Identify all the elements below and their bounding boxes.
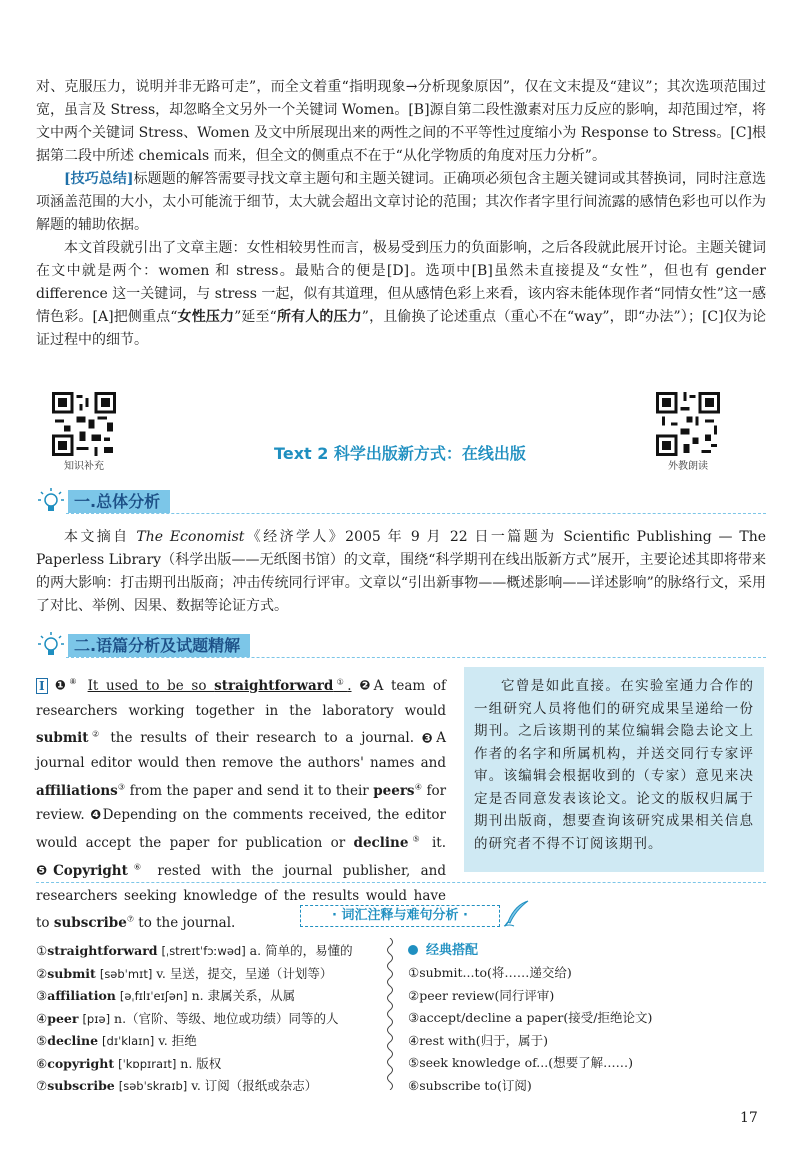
vocab-section-title: · 词汇注释与难句分析 · xyxy=(300,905,500,927)
collocation-item: ①submit...to(将……递交给) xyxy=(408,965,572,980)
vocab-item: ②submit [səbˈmɪt] v. 呈送，提交，呈递（计划等） xyxy=(36,965,333,981)
page-number: 17 xyxy=(740,1110,758,1126)
collocation-item: ⑤seek knowledge of...(想要了解……) xyxy=(408,1055,633,1070)
sentence-5: Copyright⑥ rested with the journal publisher, and researchers seeking knowledge of the results would have to subscribe⑦ to the journal. xyxy=(36,862,447,931)
section-header-discourse xyxy=(36,630,766,660)
vocab-item: ⑥copyright [ˈkɒpɪraɪt] n. 版权 xyxy=(36,1055,222,1071)
collocation-item: ③accept/decline a paper(接受/拒绝论文) xyxy=(408,1010,653,1025)
section-title-discourse: 二.语篇分析及试题精解 xyxy=(68,634,250,657)
text-title: Text 2 科学出版新方式：在线出版 xyxy=(274,444,526,463)
intro-text xyxy=(36,76,766,352)
section-rule xyxy=(66,657,766,658)
english-passage: I ❶⑧ It used to be so straightforward①. ❷A team of researchers working together in the laboratory would submit② the results of their research to a journal. ❸A journal editor would then remove the authors' names and affiliations③ from the paper and send it to their peers④ for review. ❹Depending on the comments received, the editor would accept the paper for publication or decline⑤ it. ❺Copyright⑥ rested with the journal publisher, and researchers seeking knowledge of the results would have to subscribe⑦ to the journal. xyxy=(36,677,447,931)
vocab-item: ③affiliation [əˌfɪlɪˈeɪʃən] n. 隶属关系，从属 xyxy=(36,988,296,1003)
paragraph-roman-numeral: I xyxy=(36,678,48,694)
vocab-list xyxy=(36,940,381,1098)
collocation-title: 经典搭配 xyxy=(408,940,478,962)
sentence-1: It used to be so straightforward①. xyxy=(87,677,352,694)
section-header-overall xyxy=(36,486,766,516)
qr-code-knowledge[interactable] xyxy=(52,392,116,472)
overall-analysis-text: 本文摘自 The Economist《经济学人》2005 年 9 月 22 日一篇题为 Scientific Publishing — The Paperless Library（科学出版——无纸图书馆）的文章，围绕“科学期刊在线出版新方式”展开，主要论述其即将带来的两大影响：打击期刊出版商；冲击传统同行评审。文章以“引出新事物——概述影响——详述影响”的脉络行文，采用了对比、举例、因果、数据等论证方式。 xyxy=(36,529,766,614)
sentence-4: Depending on the comments received, the editor would accept the paper for publication or decline⑤ it. xyxy=(36,806,446,851)
intro-paragraph-3: 本文首段就引出了文章主题：女性相较男性而言，极易受到压力的负面影响，之后各段就此展开讨论。主题关键词在文中就是两个：women 和 stress。最贴合的便是[D]。选项中[B]虽然未直接提及“女性”，但也有 gender difference 这一关键词，与 stress 一起，似有其道理，但从感情色彩上来看，该内容未能体现作者“同情女性”这一感情色彩。[A]把侧重点“女性压力”延至“所有人的压力”，且偷换了论述重点（重心不在“way”，即“办法”）；[C]仅为论证过程中的细节。 xyxy=(36,240,766,348)
sentence-2: A team of researchers working together in the laboratory would submit② the results of their research to a journal. xyxy=(36,677,447,746)
sentence-3: A journal editor would then remove the authors' names and affiliations③ from the paper and send it to their peers④ for review. xyxy=(36,730,447,823)
tip-label: [技巧总结] xyxy=(64,171,134,187)
vocab-item: ④peer [pɪə] n.（官阶、等级、地位或功绩）同等的人 xyxy=(36,1010,339,1026)
vocab-item: ⑤decline [dɪˈklaɪn] v. 拒绝 xyxy=(36,1033,197,1048)
qr-label-knowledge: 知识补充 xyxy=(64,461,104,472)
section-divider xyxy=(36,882,766,883)
qr-label-reading: 外教朗读 xyxy=(668,461,708,472)
vocab-item: ⑦subscribe [səbˈskraɪb] v. 订阅（报纸或杂志） xyxy=(36,1078,318,1093)
section-rule xyxy=(66,513,766,514)
translation-text: 它曾是如此直接。在实验室通力合作的一组研究人员将他们的研究成果呈递给一份期刊。之后该期刊的某位编辑会隐去论文上作者的名字和所属机构，并送交同行专家评审。该编辑会根据收到的（专家）意见来决定是否同意发表该论文。论文的版权归属于期刊出版商，想要查询该研究成果相关信息的研究者不得不订阅该期刊。 xyxy=(474,678,754,852)
collocation-item: ②peer review(同行评审) xyxy=(408,987,555,1003)
intro-paragraph-1: 对、克服压力，说明并非无路可走”，而全文着重“指明现象→分析现象原因”，仅在文末提及“建议”；其次选项范围过宽，虽言及 Stress，却忽略全文另外一个关键词 Women。[B]源自第二段性激素对压力反应的影响，却范围过窄，将文中两个关键词 Stress、Women 及文中所展现出来的两性之间的不平等性过度缩小为 Response to Stress。[C]根据第二段中所述 chemicals 而来，但全文的侧重点不在于“从化学物质的角度对压力分析”。 xyxy=(36,79,766,164)
collocation-item: ④rest with(归于，属于) xyxy=(408,1032,549,1048)
qr-code-icon xyxy=(656,392,720,456)
bullet-dot-icon xyxy=(408,945,418,955)
quill-pen-icon xyxy=(502,898,532,928)
lightbulb-icon xyxy=(36,486,66,516)
qr-code-reading[interactable] xyxy=(656,392,720,472)
vocab-item: ①straightforward [ˌstreɪtˈfɔːwəd] a. 简单的，易懂的 xyxy=(36,943,353,958)
intro-paragraph-2: [技巧总结]标题题的解答需要寻找文章主题句和主题关键词。正确项必须包含主题关键词或其替换词，同时注意选项涵盖范围的大小，太小可能流于细节，太大就会超出文章讨论的范围；其次作者字里行间流露的感情色彩也可以作为解题的辅助依据。 xyxy=(36,171,767,233)
wavy-divider xyxy=(384,938,396,1090)
lightbulb-icon xyxy=(36,630,66,660)
collocation-list xyxy=(408,962,768,1097)
translation-box xyxy=(464,667,764,872)
section-title-overall: 一.总体分析 xyxy=(68,490,170,513)
collocation-item: ⑥subscribe to(订阅) xyxy=(408,1077,532,1093)
qr-code-icon xyxy=(52,392,116,456)
